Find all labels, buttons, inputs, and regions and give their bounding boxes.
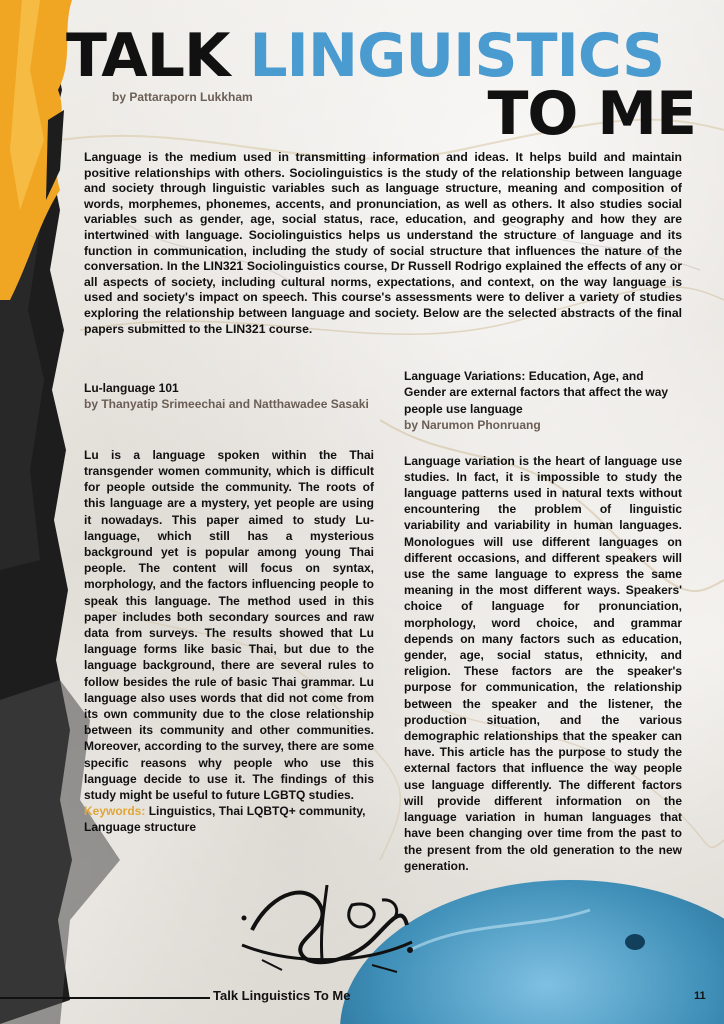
title-word-linguistics: LINGUISTICS bbox=[249, 21, 665, 91]
article-abstract: Lu is a language spoken within the Thai transgender women community, which is difficult for people outside the community. The roots of this language are a mystery, yet people are using it nowadays. This paper aimed to study Lu-language, which still has a mysterious background yet is popular among young Thai people. The content will focus on syntax, morphology, and the factors influencing people to speak this language. The method used in this paper includes both secondary sources and raw data from surveys. The results showed that Lu language forms like basic Thai, but due to the language background, there are several rules to follow besides the rule of basic Thai grammar. Lu language also uses words that did not come from its own community due to the close relationship between its community and other communities. Moreover, according to the survey, there are some specific reasons why people who use this language decide to use it. The findings of this study might be useful to future LGBTQ studies. bbox=[84, 447, 374, 803]
intro-paragraph: Language is the medium used in transmitting information and ideas. It helps build and maintain positive relationships with others. Sociolinguistics is the study of the relationship between language and society through linguistic variables such as language structure, meaning and composition of words, morphemes, phonemes, accents, and pronunciation, as well as others. It also studies social variables such as gender, age, social status, race, education, and geography and how they are intertwined with language. Sociolinguistics helps us understand the structure of language and its function in communication, including the study of social structure that influences the nature of the conversation. In the LIN321 Sociolinguistics course, Dr Russell Rodrigo explained the effects of any or all aspects of society, including cultural norms, expectations, and context, on the way language is used and society's impact on speech. This course's assessments were to deliver a variety of studies exploring the relationship between language and society. Below are the selected abstracts of the final papers submitted to the LIN321 course. bbox=[84, 150, 682, 336]
keywords-value: Linguistics, Thai LQBTQ+ community, Language structure bbox=[84, 804, 366, 835]
footer-rule bbox=[0, 997, 210, 999]
article-title: Lu-language 101 bbox=[84, 381, 179, 395]
article-abstract: Language variation is the heart of language use studies. In fact, it is impossible to study the language patterns used in natural texts without encountering the problem of linguistic variability and variability in human languages. Monologues will use different languages on different occasions, and different speakers will use the same language to express the same meaning in the most different ways. Speakers' choice of language for pronunciation, morphology, word choice, and grammar depends on many factors such as education, gender, age, social status, ethnicity, and religion. These factors are the speaker's purpose for communication, the relationship between the speaker and the listener, the production situation, and the various demographic relationships that the speaker can have. This article has the purpose to study the external factors that influence the way people use language differently. The different factors will provide different information on the language variation in human languages that have been changing over time from the past to the present from the old generation to the new generation. bbox=[404, 453, 682, 873]
article-title: Language Variations: Education, Age, and Gender are external factors that affect the way people use language bbox=[404, 369, 669, 416]
article-author: by Thanyatip Srimeechai and Natthawadee Sasaki bbox=[84, 397, 369, 412]
title-word-talk: TALK bbox=[66, 21, 230, 91]
footer-title: Talk Linguistics To Me bbox=[213, 988, 351, 1003]
page-title-line2: TO ME bbox=[487, 79, 696, 149]
article-author: by Narumon Phonruang bbox=[404, 418, 541, 433]
article-language-variations bbox=[404, 368, 682, 874]
school-graffiti-logo bbox=[232, 870, 422, 980]
article-keywords bbox=[84, 803, 374, 835]
page-number: 11 bbox=[694, 990, 706, 1002]
keywords-label: Keywords: bbox=[84, 804, 146, 819]
article-lu-language bbox=[84, 380, 374, 836]
author-byline: by Pattaraporn Lukkham bbox=[112, 90, 253, 104]
